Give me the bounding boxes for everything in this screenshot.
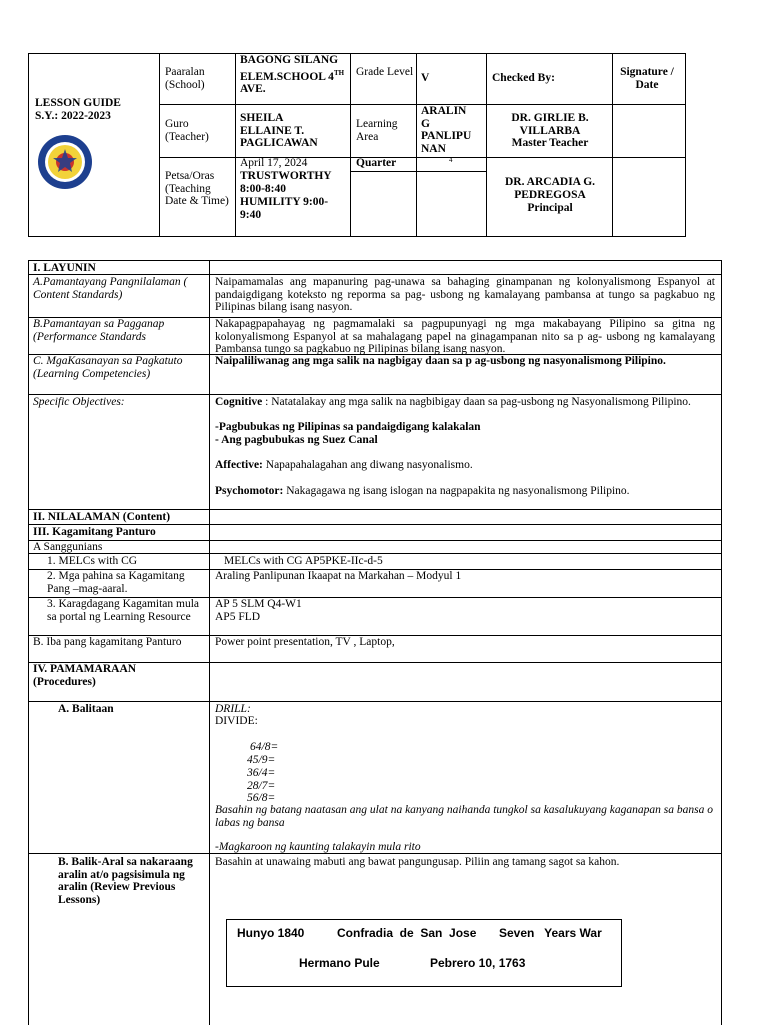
divide-item: 56/8=: [247, 792, 276, 804]
school-year: S.Y.: 2022-2023: [35, 110, 111, 122]
content-standards-label: A.Pamantayang Pangnilalaman ( Content Standards): [33, 276, 188, 301]
iba-value: Power point presentation, TV , Laptop,: [215, 636, 395, 648]
divide-item: 36/4=: [247, 767, 276, 779]
affective-label: Affective:: [215, 459, 263, 471]
melc-value: MELCs with CG AP5PKE-IIc-d-5: [224, 555, 383, 567]
schedule-trustworthy: TRUSTWORTHY 8:00-8:40: [240, 170, 332, 195]
competencies-text: Naipaliliwanag ang mga salik na nagbigay daan sa p ag-usbong ng nasyonalismong Pilipino.: [215, 355, 666, 367]
melc-label: 1. MELCs with CG: [47, 555, 138, 567]
section-kagamitan: III. Kagamitang Panturo: [33, 526, 156, 538]
divide-item: 45/9=: [247, 754, 276, 766]
divide-label: DIVIDE:: [215, 715, 258, 727]
karagdagan-value-1: AP 5 SLM Q4-W1: [215, 598, 302, 610]
iba-label: B. Iba pang kagamitang Panturo: [33, 636, 182, 648]
psychomotor-objective: [215, 485, 630, 498]
section-layunin: I. LAYUNIN: [33, 262, 96, 274]
teacher-value: SHEILA ELLAINE T. PAGLICAWAN: [240, 112, 318, 149]
balik-aral-label: B. Balik-Aral sa nakaraang aralin at/o pagsisimula ng aralin (Review Previous Lessons): [58, 856, 193, 906]
grade-label: Grade Level: [356, 66, 414, 78]
choice-pebrero: Pebrero 10, 1763: [430, 956, 526, 970]
performance-standards-label: B.Pamantayan sa Pagganap (Performance Standards: [33, 318, 165, 343]
school-label: Paaralan (School): [165, 66, 205, 91]
cognitive-item-2: - Ang pagbubukas ng Suez Canal: [215, 434, 378, 446]
pahina-value: Araling Panlipunan Ikaapat na Markahan – Modyul 1: [215, 570, 462, 582]
lesson-guide-title: LESSON GUIDE: [35, 97, 121, 109]
divide-item: 64/8=: [250, 741, 279, 753]
deped-seal-icon: [37, 134, 93, 190]
date-value: April 17, 2024: [240, 157, 308, 169]
basahin-batang-text: Basahin ng batang naatasan ang ulat na kanyang naihanda tungkol sa kasalukuyang kaganapan sa bansa o labas ng bansa: [215, 804, 713, 829]
drill-label: DRILL:: [215, 703, 251, 715]
karagdagan-label: 3. Karagdagang Kagamitan mula sa portal ng Learning Resource: [47, 598, 199, 623]
karagdagan-value-2: AP5 FLD: [215, 611, 261, 623]
choice-seven-years-war: Seven Years War: [499, 926, 602, 940]
cognitive-item-1: -Pagbubukas ng Pilipinas sa pandaigdigang kalakalan: [215, 421, 481, 433]
affective-objective: [215, 459, 473, 472]
choice-confradia: Confradia de San Jose: [337, 926, 477, 940]
date-label: Petsa/Oras (Teaching Date & Time): [165, 170, 229, 207]
checked-by-label: Checked By:: [492, 72, 555, 84]
specific-objectives-label: Specific Objectives:: [33, 396, 125, 408]
cognitive-objective: [215, 396, 715, 409]
schedule-humility: HUMILITY 9:00-9:40: [240, 196, 329, 221]
checker1-name: DR. GIRLIE B. VILLARBA: [511, 112, 589, 137]
choices-box: [226, 919, 622, 987]
section-nilalaman: II. NILALAMAN (Content): [33, 511, 171, 523]
balik-aral-text: Basahin at unawaing mabuti ang bawat pangungusap. Piliin ang tamang sagot sa kahon.: [215, 856, 620, 868]
checker2-title: Principal: [527, 202, 573, 214]
divide-item: 28/7=: [247, 780, 276, 792]
performance-standards-text: Nakapagpapahayag ng pagmamalaki sa pagpupunyagi ng mga makabayang Pilipino sa gitna ng kolonyalismong Espanyol at sa mahalagang papel na ginagampanan nito sa p ag- usbong ng kamalayang Pambansa tungo sa pagkabuo ng Pilipinas bilang isang nasyon.: [215, 318, 715, 355]
cognitive-label: Cognitive: [215, 396, 263, 408]
checker2-name: DR. ARCADIA G. PEDREGOSA: [504, 176, 596, 201]
teacher-label: Guro (Teacher): [165, 118, 209, 143]
affective-text: Napapahalagahan ang diwang nasyonalismo.: [265, 459, 473, 471]
cognitive-text: : Natatalakay ang mga salik na nagbibigay daan sa pag-usbong ng Nasyonalismong Pilipino.: [265, 396, 691, 408]
choice-hermano-pule: Hermano Pule: [299, 956, 380, 970]
pahina-label: 2. Mga pahina sa Kagamitang Pang –mag-aaral.: [47, 570, 185, 595]
signature-label: Signature / Date: [620, 66, 674, 91]
sanggunian-label: A Sanggunians: [33, 541, 103, 553]
psychomotor-text: Nakagagawa ng isang islogan na nagpapakita ng nasyonalismong Pilipino.: [286, 485, 630, 497]
checker1-title: Master Teacher: [511, 137, 589, 149]
quarter-label: Quarter: [356, 157, 397, 169]
choice-hunyo: Hunyo 1840: [237, 926, 305, 940]
school-value: BAGONG SILANG ELEM.SCHOOL 4TH AVE.: [240, 54, 345, 95]
competencies-label: C. MgaKasanayan sa Pagkatuto (Learning Competencies): [33, 355, 183, 380]
content-standards-text: Naipamamalas ang mapanuring pag-unawa sa bahaging ginampanan ng kolonyalismong Espanyol at pandaigdigang koteksto ng reporma sa pag- usbong ng kamalayang pambansa at tungo sa pagkabuo ng Pilipinas bilang isang nasyon.: [215, 276, 715, 313]
learning-area-value: ARALIN G PANLIPU NAN: [421, 105, 472, 155]
section-pamamaraan: IV. PAMAMARAAN (Procedures): [33, 663, 137, 688]
magkaroon-text: -Magkaroon ng kaunting talakayin mula rito: [215, 841, 421, 853]
balitaan-label: A. Balitaan: [58, 703, 114, 715]
psychomotor-label: Psychomotor:: [215, 485, 284, 497]
learning-area-label: Learning Area: [356, 118, 398, 143]
grade-value: V: [421, 72, 430, 84]
quarter-value: 4: [449, 156, 453, 164]
